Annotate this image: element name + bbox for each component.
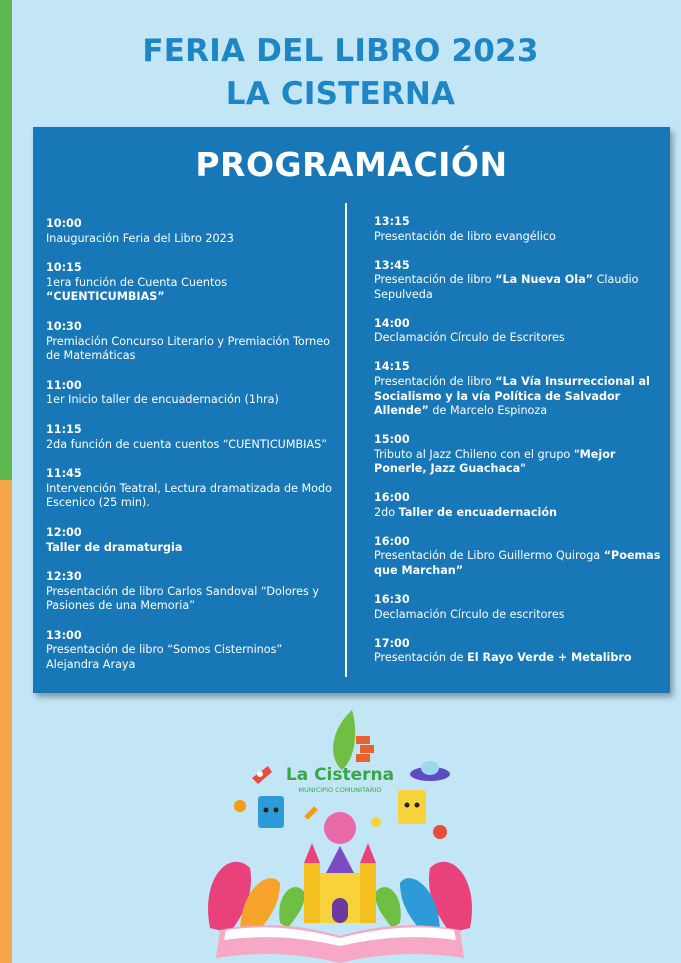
schedule-item — [374, 259, 664, 303]
orange-side-stripe — [0, 480, 12, 963]
green-side-stripe — [0, 0, 12, 480]
rocket-icon — [252, 766, 272, 784]
schedule-item — [374, 317, 664, 346]
schedule-left-column — [46, 217, 336, 688]
schedule-time: 15:00 — [374, 433, 410, 447]
schedule-description — [46, 276, 336, 305]
schedule-text: “La Nueva Ola” — [495, 273, 594, 287]
schedule-description — [374, 651, 664, 666]
book-character-icon — [258, 796, 284, 828]
schedule-item — [46, 217, 336, 246]
schedule-text: Declamación Círculo de Escritores — [374, 331, 565, 345]
schedule-text: Premiación Concurso Literario y Premiación Torneo de Matemáticas — [46, 334, 330, 363]
castle-icon — [304, 843, 376, 923]
schedule-time: 10:15 — [46, 261, 82, 275]
schedule-time: 13:15 — [374, 215, 410, 228]
schedule-time: 14:00 — [374, 316, 410, 330]
leaf-icon — [333, 710, 355, 770]
schedule-description — [374, 230, 664, 245]
schedule-description — [374, 549, 664, 578]
schedule-right-column — [374, 215, 664, 680]
schedule-time: 10:00 — [46, 217, 82, 230]
schedule-text: “CUENTICUMBIAS” — [46, 290, 165, 304]
schedule-text: 2da función de cuenta cuentos “CUENTICUMBIAS” — [46, 437, 328, 451]
schedule-item — [46, 570, 336, 614]
schedule-time: 14:15 — [374, 360, 410, 374]
schedule-text: 1era función de Cuenta Cuentos — [46, 275, 228, 289]
schedule-text: Presentación de libro “Somos Cisterninos” Alejandra Araya — [46, 643, 283, 672]
schedule-time: 13:00 — [46, 628, 82, 642]
schedule-description — [374, 608, 664, 623]
comet-icon — [306, 808, 316, 818]
flower-icon — [234, 800, 246, 812]
schedule-item — [46, 467, 336, 511]
schedule-time: 17:00 — [374, 636, 410, 650]
schedule-text: Taller de encuadernación — [398, 505, 557, 519]
schedule-time: 11:15 — [46, 422, 82, 436]
schedule-item — [374, 433, 664, 477]
schedule-text: Presentación de libro — [374, 374, 496, 388]
open-book-icon — [216, 925, 464, 963]
schedule-item — [46, 261, 336, 305]
schedule-item — [374, 535, 664, 579]
schedule-description — [374, 448, 664, 477]
header-title-line2: LA CISTERNA — [225, 76, 456, 112]
schedule-item — [46, 379, 336, 408]
brain-icon — [324, 812, 356, 844]
schedule-time: 12:00 — [46, 525, 82, 539]
schedule-time: 16:30 — [374, 593, 410, 607]
schedule-text: “Poemas que Marchan” — [374, 549, 661, 578]
schedule-item — [374, 215, 664, 244]
schedule-item — [46, 526, 336, 555]
schedule-description — [46, 335, 336, 364]
schedule-text: 1er Inicio taller de encuadernación (1hra) — [46, 393, 279, 407]
la-cisterna-logo-illustration — [180, 708, 500, 963]
schedule-text: Intervención Teatral, Lectura dramatizada de Modo Escenico (25 min). — [46, 481, 332, 510]
schedule-time: 11:00 — [46, 378, 82, 392]
schedule-description — [374, 331, 664, 346]
schedule-time: 13:45 — [374, 258, 410, 272]
schedule-text: Presentación de libro — [374, 273, 496, 287]
schedule-description — [46, 393, 336, 408]
schedule-text: Declamación Círculo de escritores — [374, 607, 565, 621]
logo-subtitle: MUNICIPIO COMUNITARIO — [298, 786, 382, 794]
schedule-description — [46, 232, 336, 247]
schedule-description — [46, 585, 336, 614]
schedule-text: Tributo al Jazz Chileno con el grupo — [374, 447, 574, 461]
schedule-text: Presentación de — [374, 651, 468, 665]
schedule-description — [46, 541, 336, 556]
schedule-description — [374, 273, 664, 302]
schedule-item — [374, 593, 664, 622]
schedule-text: de Marcelo Espinoza — [428, 404, 548, 418]
schedule-time: 12:30 — [46, 570, 82, 584]
schedule-text: “La Vía Insurreccional al Socialismo y la vía Política de Salvador Allende” — [374, 374, 650, 418]
schedule-text: Presentación de libro Carlos Sandoval “Dolores y Pasiones de una Memoria” — [46, 584, 320, 613]
schedule-text: Presentación de Libro Guillermo Quiroga — [374, 549, 604, 563]
program-panel — [33, 127, 670, 693]
schedule-description — [46, 482, 336, 511]
header-title-line1: FERIA DEL LIBRO 2023 — [142, 33, 539, 69]
schedule-item — [374, 637, 664, 666]
ufo-icon — [410, 761, 450, 781]
schedule-text: 2do — [374, 505, 399, 519]
schedule-time: 10:30 — [46, 319, 82, 333]
schedule-item — [46, 423, 336, 452]
flower-icon-right — [433, 825, 447, 839]
schedule-text: "Mejor Ponerle, Jazz Guachaca" — [374, 447, 616, 476]
bulb-icon — [371, 817, 381, 827]
column-divider — [345, 203, 347, 677]
schedule-item — [374, 491, 664, 520]
schedule-text: Presentación de libro evangélico — [374, 229, 556, 243]
schedule-time: 11:45 — [46, 467, 82, 481]
schedule-description — [46, 438, 336, 453]
schedule-item — [374, 360, 664, 418]
schedule-time: 16:00 — [374, 491, 410, 505]
book-character-yellow-icon — [398, 790, 426, 824]
schedule-description — [374, 375, 664, 419]
schedule-text: Claudio Sepulveda — [374, 273, 639, 301]
logo-name: La Cisterna — [285, 765, 395, 785]
schedule-text: El Rayo Verde + Metalibro — [467, 651, 632, 665]
schedule-item — [46, 320, 336, 364]
schedule-time: 16:00 — [374, 534, 410, 548]
schedule-text: Inauguración Feria del Libro 2023 — [46, 231, 234, 245]
schedule-description — [46, 643, 336, 672]
panel-title: PROGRAMACIÓN — [195, 145, 508, 184]
schedule-item — [46, 629, 336, 673]
schedule-text: Taller de dramaturgia — [46, 540, 183, 554]
schedule-description — [374, 506, 664, 521]
